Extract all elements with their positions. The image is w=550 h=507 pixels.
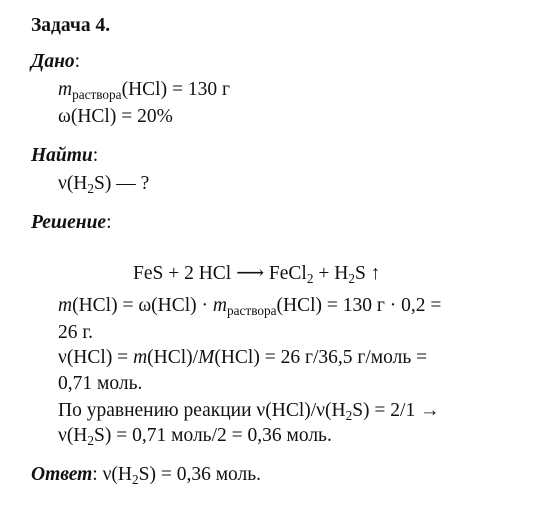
h2s-sub: 2 bbox=[87, 433, 95, 449]
equation-sub-2: 2 bbox=[348, 271, 355, 287]
answer-heading: Ответ bbox=[31, 464, 93, 485]
given-heading-line bbox=[31, 50, 80, 74]
solution-line-ratio bbox=[58, 399, 440, 423]
moles-molar-symbol: M bbox=[198, 347, 215, 368]
given-colon: : bbox=[74, 51, 81, 72]
given-mass-line bbox=[58, 78, 230, 102]
find-target-post: S) — ? bbox=[94, 173, 150, 194]
mass-hcl-text-2: (HCl) = 130 г · 0,2 = bbox=[276, 295, 442, 316]
answer-line bbox=[31, 463, 261, 487]
mass-subscript: раствора bbox=[72, 87, 122, 103]
find-target-line bbox=[58, 172, 149, 196]
solution-line-mass-result: 26 г. bbox=[58, 322, 94, 343]
solution-line-mass bbox=[58, 294, 441, 318]
find-heading-line bbox=[31, 144, 98, 168]
mass-hcl-text-1: (HCl) = ω(HCl) · bbox=[72, 295, 213, 316]
ratio-sub: 2 bbox=[345, 408, 353, 424]
ratio-text-2: S) = 2/1 → bbox=[352, 400, 440, 421]
mass-value: (HCl) = 130 г bbox=[121, 79, 230, 100]
answer-colon: : bbox=[92, 464, 98, 485]
moles-mass-symbol: m bbox=[133, 347, 148, 368]
task-title: Задача 4. bbox=[31, 15, 111, 36]
solution-heading-line bbox=[31, 211, 112, 235]
equation-part-3: S ↑ bbox=[354, 263, 381, 284]
solution-line-moles-result: 0,71 моль. bbox=[58, 373, 143, 394]
given-fraction-line: ω(HCl) = 20% bbox=[58, 106, 173, 127]
mass-solution-subscript: раствора bbox=[227, 303, 277, 319]
moles-text-1: ν(HCl) = bbox=[58, 347, 134, 368]
ratio-text-1: По уравнению реакции ν(HCl)/ν(H bbox=[58, 400, 346, 421]
answer-sub: 2 bbox=[132, 472, 139, 488]
solution-colon: : bbox=[106, 212, 112, 233]
find-colon: : bbox=[92, 145, 99, 166]
equation-sub-1: 2 bbox=[306, 271, 314, 287]
mass-solution-symbol: m bbox=[212, 295, 228, 316]
find-heading: Найти bbox=[31, 145, 93, 166]
moles-text-3: (HCl) = 26 г/36,5 г/моль = bbox=[214, 347, 428, 368]
answer-text-1: ν(H bbox=[97, 464, 132, 485]
equation-part-1: FeS + 2 HCl ⟶ FeCl bbox=[133, 263, 307, 284]
h2s-text-1: ν(H bbox=[58, 425, 88, 446]
moles-text-2: (HCl)/ bbox=[147, 347, 199, 368]
solution-heading: Решение bbox=[31, 212, 107, 233]
equation-part-2: + H bbox=[313, 263, 349, 284]
reaction-equation bbox=[133, 262, 380, 286]
given-heading: Дано bbox=[31, 51, 75, 72]
answer-text-2: S) = 0,36 моль. bbox=[138, 464, 262, 485]
h2s-text-2: S) = 0,71 моль/2 = 0,36 моль. bbox=[94, 425, 332, 446]
find-target-pre: ν(H bbox=[58, 173, 88, 194]
mass-hcl-symbol: m bbox=[58, 295, 73, 316]
mass-symbol: m bbox=[58, 79, 73, 100]
find-target-sub: 2 bbox=[87, 181, 95, 197]
solution-line-moles bbox=[58, 346, 427, 370]
solution-line-h2s bbox=[58, 424, 332, 448]
